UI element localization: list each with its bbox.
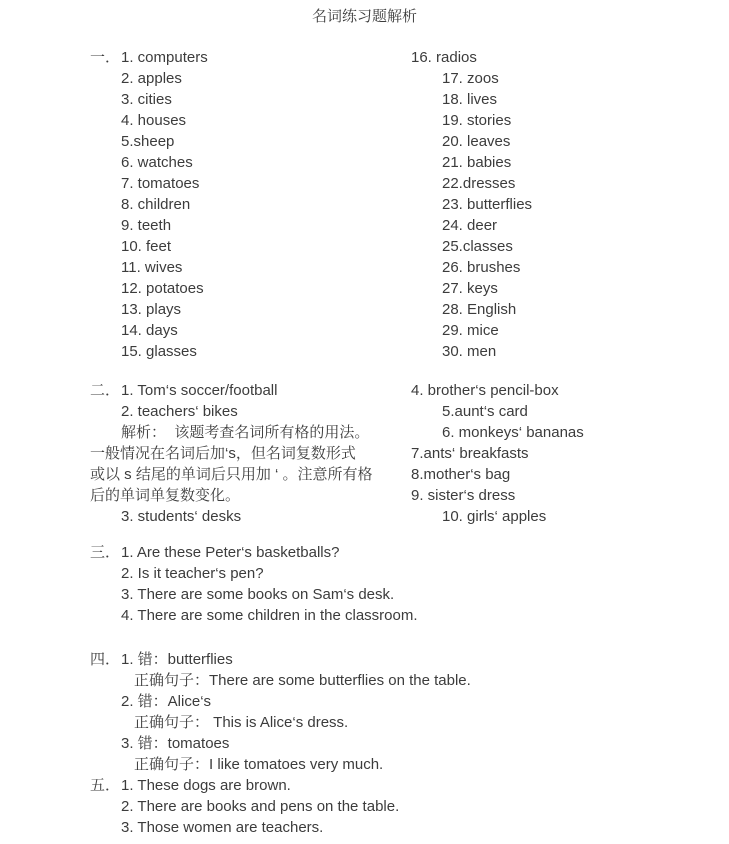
answer-text: 29. mice xyxy=(442,322,499,339)
section-number: 五． xyxy=(90,777,121,794)
answer-text: 2. There are books and pens on the table. xyxy=(121,798,400,815)
answer-text: 30. men xyxy=(442,343,497,360)
answer-text: 23. butterflies xyxy=(442,196,533,213)
answer-text: 7. tomatoes xyxy=(121,175,200,192)
section-number: 四． xyxy=(90,651,121,668)
list-line xyxy=(90,173,729,194)
analysis-text: 或以 s 结尾的单词后只用加 ‘ 。注意所有格 xyxy=(90,466,373,483)
answer-text: 8.mother‘s bag xyxy=(411,466,511,483)
answer-text: 5.sheep xyxy=(121,133,175,150)
error-text: 1. 错：butterflies xyxy=(121,651,233,668)
section-one xyxy=(90,47,729,362)
list-line xyxy=(90,236,729,257)
answer-text: 13. plays xyxy=(121,301,182,318)
list-line xyxy=(90,485,729,506)
list-line xyxy=(90,320,729,341)
list-line xyxy=(90,257,729,278)
list-line xyxy=(90,443,729,464)
answer-text: 6. monkeys‘ bananas xyxy=(442,424,584,441)
answer-text: 10. girls‘ apples xyxy=(442,508,547,525)
list-line xyxy=(90,47,729,68)
answer-text: 24. deer xyxy=(442,217,498,234)
answer-text: 20. leaves xyxy=(442,133,511,150)
list-line xyxy=(90,649,729,670)
answer-text: 14. days xyxy=(121,322,178,339)
list-line xyxy=(90,110,729,131)
section-number: 二． xyxy=(90,382,121,399)
answer-text: 17. zoos xyxy=(442,70,499,87)
answer-text: 4. houses xyxy=(121,112,187,129)
answer-text: 3. students‘ desks xyxy=(121,508,242,525)
answer-text: 4. There are some children in the classroom. xyxy=(121,607,418,624)
answer-text: 3. There are some books on Sam‘s desk. xyxy=(121,586,395,603)
answer-text: 1. Are these Peter‘s basketballs? xyxy=(121,544,340,561)
answer-text: 9. teeth xyxy=(121,217,172,234)
list-line xyxy=(90,341,729,362)
answer-text: 12. potatoes xyxy=(121,280,204,297)
list-line xyxy=(90,215,729,236)
list-line xyxy=(90,506,729,527)
error-text: 2. 错：Alice‘s xyxy=(121,693,212,710)
section-number: 一． xyxy=(90,49,121,66)
answer-text: 1. Tom‘s soccer/football xyxy=(121,382,278,399)
answer-text: 5.aunt‘s card xyxy=(442,403,528,420)
list-line xyxy=(90,422,729,443)
answer-text: 15. glasses xyxy=(121,343,197,360)
answer-text: 11. wives xyxy=(121,259,183,276)
answer-text: 25.classes xyxy=(442,238,513,255)
list-line xyxy=(90,299,729,320)
correct-sentence-text: 正确句子：There are some butterflies on the table. xyxy=(134,672,471,689)
answer-text: 3. Those women are teachers. xyxy=(121,819,324,836)
section-two xyxy=(90,380,729,527)
answer-text: 10. feet xyxy=(121,238,172,255)
list-line xyxy=(90,89,729,110)
section-four xyxy=(90,649,729,775)
analysis-text: 解析： 该题考查名词所有格的用法。 xyxy=(121,424,370,441)
list-line xyxy=(90,152,729,173)
answer-text: 21. babies xyxy=(442,154,512,171)
answer-text: 18. lives xyxy=(442,91,498,108)
answer-text: 16. radios xyxy=(411,49,477,66)
answer-text: 4. brother‘s pencil-box xyxy=(411,382,559,399)
analysis-text: 一般情况在名词后加‘s，但名词复数形式 xyxy=(90,445,356,462)
list-line xyxy=(90,380,729,401)
section-number: 三． xyxy=(90,544,121,561)
answer-text: 1. computers xyxy=(121,49,208,66)
answer-text: 26. brushes xyxy=(442,259,521,276)
answer-text: 1. These dogs are brown. xyxy=(121,777,291,794)
list-line xyxy=(90,464,729,485)
answer-text: 7.ants‘ breakfasts xyxy=(411,445,529,462)
answer-text: 2. Is it teacher‘s pen? xyxy=(121,565,264,582)
answer-text: 2. apples xyxy=(121,70,182,87)
list-line xyxy=(90,68,729,89)
error-text: 3. 错：tomatoes xyxy=(121,735,230,752)
correct-sentence-text: 正确句子： This is Alice‘s dress. xyxy=(134,714,349,731)
answer-text: 28. English xyxy=(442,301,517,318)
correct-sentence-text: 正确句子：I like tomatoes very much. xyxy=(134,756,384,773)
answer-text: 6. watches xyxy=(121,154,193,171)
list-line xyxy=(90,542,729,563)
document-content xyxy=(0,47,729,838)
list-line xyxy=(90,131,729,152)
page-title: 名词练习题解析 xyxy=(311,8,417,25)
answer-text: 19. stories xyxy=(442,112,512,129)
list-line xyxy=(90,194,729,215)
answer-text: 22.dresses xyxy=(442,175,516,192)
answer-text: 2. teachers‘ bikes xyxy=(121,403,238,420)
section-five xyxy=(90,775,729,838)
answer-text: 27. keys xyxy=(442,280,498,297)
list-line xyxy=(90,775,729,796)
answer-text: 9. sister‘s dress xyxy=(411,487,516,504)
answer-text: 3. cities xyxy=(121,91,172,108)
list-line xyxy=(90,401,729,422)
list-line xyxy=(90,278,729,299)
section-three xyxy=(90,542,729,626)
answer-text: 8. children xyxy=(121,196,191,213)
analysis-text: 后的单词单复数变化。 xyxy=(90,487,241,504)
